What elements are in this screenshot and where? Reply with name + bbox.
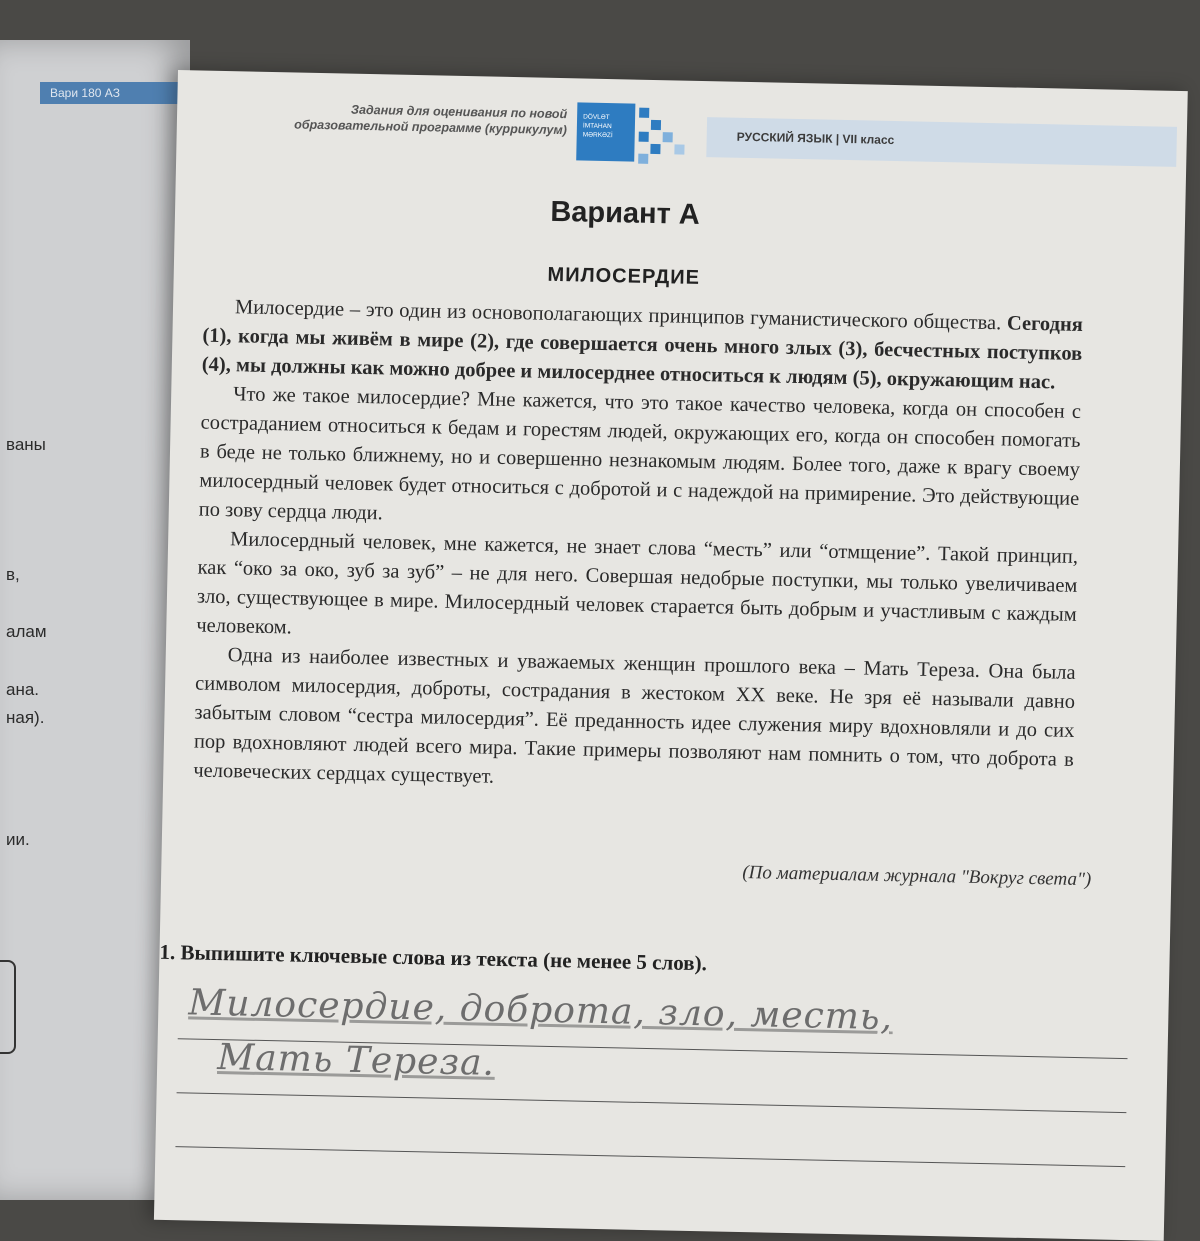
logo-text-line: DÖVLƏT	[583, 113, 610, 122]
header-note-line: Задания для оценивания по новой	[350, 102, 568, 122]
logo-pixel	[650, 144, 660, 154]
answer-line	[177, 1092, 1127, 1113]
source-citation: (По материалам журнала "Вокруг света")	[742, 861, 1092, 891]
paragraph-3: Милосердный человек, мне кажется, не знает слова “месть” или “отмщение”. Такой принцип, как “око за око, зуб за зуб” – не для него. Совершая недобрые поступки, мы только увеличиваем зло, существующее в мире. Милосердный человек старается быть добрым и участливым с каждым человеком.	[196, 528, 1079, 639]
task-1-prompt: 1. Выпишите ключевые слова из текста (не менее 5 слов).	[159, 939, 708, 976]
paragraph-2: Что же такое милосердие? Мне кажется, что это такое качество человека, когда он способен с состраданием относиться к бедам и горестям людей, окружающих его, когда он способен помогать в беде не только ближнему, но и совершенно незнакомым людям. Более того, даже к врагу своему милосердный человек будет относиться с добротой и с надеждой на примирение. Это действующие по зову сердца люди.	[198, 383, 1082, 525]
previous-page-fragment: алам	[6, 622, 47, 641]
subject-label: РУССКИЙ ЯЗЫК | VII класс	[736, 129, 895, 148]
header-note	[267, 100, 568, 138]
exam-center-logo	[576, 102, 697, 164]
previous-page-answer-box	[0, 960, 16, 1054]
header-note-line: образовательной программе (куррикулум)	[294, 117, 567, 138]
handwritten-answer-line-1: Милосердие, доброта, зло, месть,	[188, 982, 894, 1039]
logo-badge	[576, 102, 635, 161]
handwritten-answer-line-2: Мать Тереза.	[216, 1037, 496, 1084]
logo-pixel	[663, 132, 673, 142]
logo-text-line: İMTAHAN	[582, 122, 612, 131]
paragraph-4: Одна из наиболее известных и уважаемых женщин прошлого века – Мать Тереза. Она была символом милосердия, доброты, сострадания в жестоком XX веке. Не зря её называли давно забытым словом “сестра милосердия”. Её преданность идее служения миру вдохновляли и до сих пор вдохновляют людей всего мира. Такие примеры позволяют нам помнить о том, что доброта в человеческих сердцах существует.	[193, 644, 1076, 788]
previous-page-fragment: ная).	[6, 708, 45, 727]
text-title: МИЛОСЕРДИЕ	[547, 263, 701, 289]
previous-page-fragment: ии.	[6, 830, 30, 849]
previous-page-fragment: ваны	[6, 435, 46, 454]
previous-page-fragment: в,	[6, 565, 20, 584]
reading-text	[193, 293, 1083, 804]
logo-pixel	[651, 120, 661, 130]
logo-pixel	[638, 154, 648, 164]
previous-page-tab: Вари 180 AЗ	[40, 82, 200, 104]
logo-pixel	[674, 144, 684, 154]
subject-band	[706, 117, 1177, 167]
workbook-page	[154, 70, 1188, 1241]
logo-pixel	[639, 132, 649, 142]
logo-pixel	[639, 108, 649, 118]
page-header	[206, 89, 1167, 189]
previous-page-fragment: ана.	[6, 680, 40, 699]
logo-text-line: MƏRKƏZİ	[582, 131, 613, 140]
variant-title: Вариант А	[550, 195, 701, 231]
paragraph-1-task-sentence: Сегодня (1), когда мы живём в мире (2), где совершается очень много злых (3), бесчестных поступков (4), мы должны как можно добрее и милосерднее относиться к людям (5), окружающим нас.	[201, 312, 1084, 394]
answer-line	[175, 1146, 1125, 1167]
paragraph-1-intro: Милосердие – это один из основополагающих принципов гуманистического общества.	[234, 296, 1008, 335]
